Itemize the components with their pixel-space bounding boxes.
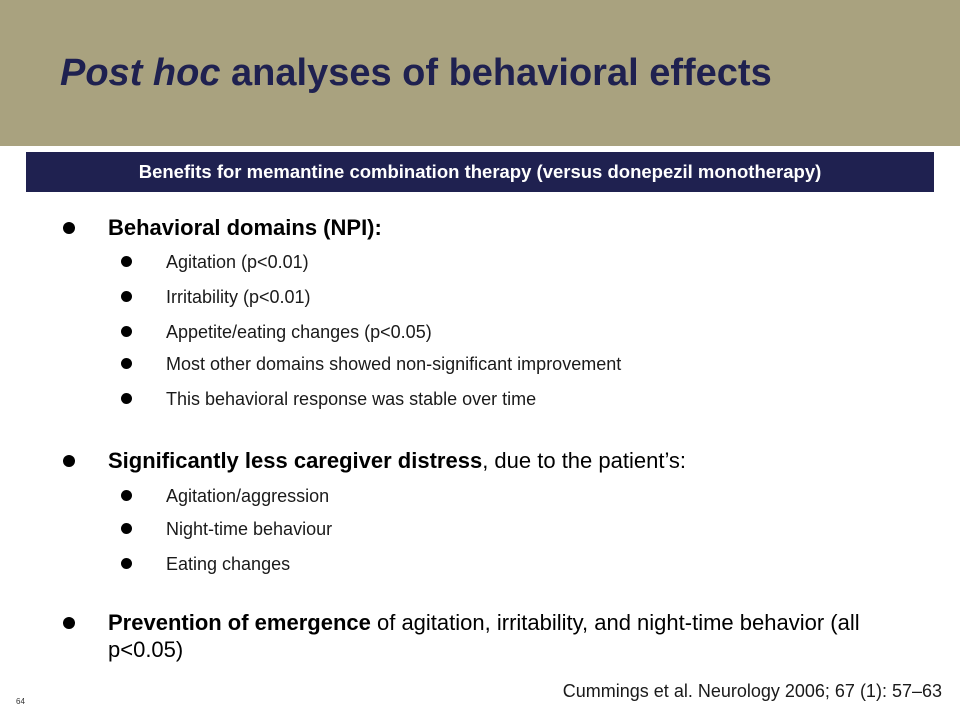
slide-title xyxy=(60,50,772,96)
list-item-text: Night-time behaviour xyxy=(166,519,333,539)
slide-number: 64 xyxy=(16,697,25,706)
bullet-dot-icon xyxy=(121,326,132,337)
bullet-dot-icon xyxy=(63,222,75,234)
section-2-heading-bold: Significantly less caregiver distress xyxy=(108,448,483,473)
bullet-dot-icon xyxy=(121,523,132,534)
bullet-dot-icon xyxy=(121,393,132,404)
bullet-dot-icon xyxy=(121,558,132,569)
list-item-text: Agitation (p<0.01) xyxy=(166,252,309,272)
title-rest: analyses of behavioral effects xyxy=(220,52,772,94)
citation: Cummings et al. Neurology 2006; 67 (1): 57–63 xyxy=(562,681,942,701)
list-item xyxy=(166,353,621,375)
title-bar xyxy=(0,0,960,146)
list-item xyxy=(166,388,536,410)
list-item xyxy=(166,485,329,507)
title-italic: Post hoc xyxy=(60,52,221,94)
list-item xyxy=(166,251,309,273)
bullet-dot-icon xyxy=(63,455,75,467)
bullet-dot-icon xyxy=(121,490,132,501)
list-item xyxy=(166,553,290,575)
list-item xyxy=(166,321,432,343)
list-item-text: Appetite/eating changes (p<0.05) xyxy=(166,322,432,342)
benefits-banner: Benefits for memantine combination therapy (versus donepezil monotherapy) xyxy=(26,152,934,192)
bullet-dot-icon xyxy=(121,358,132,369)
section-1-heading xyxy=(108,214,908,241)
list-item-text: Irritability (p<0.01) xyxy=(166,287,311,307)
bullet-dot-icon xyxy=(121,291,132,302)
list-item xyxy=(166,286,311,308)
list-item xyxy=(166,518,332,540)
list-item-text: Eating changes xyxy=(166,554,291,574)
list-item-text: Agitation/aggression xyxy=(166,486,330,506)
section-2-heading xyxy=(108,447,908,474)
list-item-text: Most other domains showed non-significant improvement xyxy=(166,354,622,374)
section-2-heading-rest: , due to the patient’s: xyxy=(482,448,687,473)
section-1-heading-bold: Behavioral domains (NPI): xyxy=(108,215,382,240)
bullet-dot-icon xyxy=(63,617,75,629)
list-item-text: This behavioral response was stable over time xyxy=(166,389,537,409)
section-3-heading xyxy=(108,609,908,663)
section-3-heading-rest: of agitation, irritability, and night-time behavior (all p<0.05) xyxy=(108,610,860,662)
section-3-heading-bold: Prevention of emergence xyxy=(108,610,371,635)
bullet-dot-icon xyxy=(121,256,132,267)
